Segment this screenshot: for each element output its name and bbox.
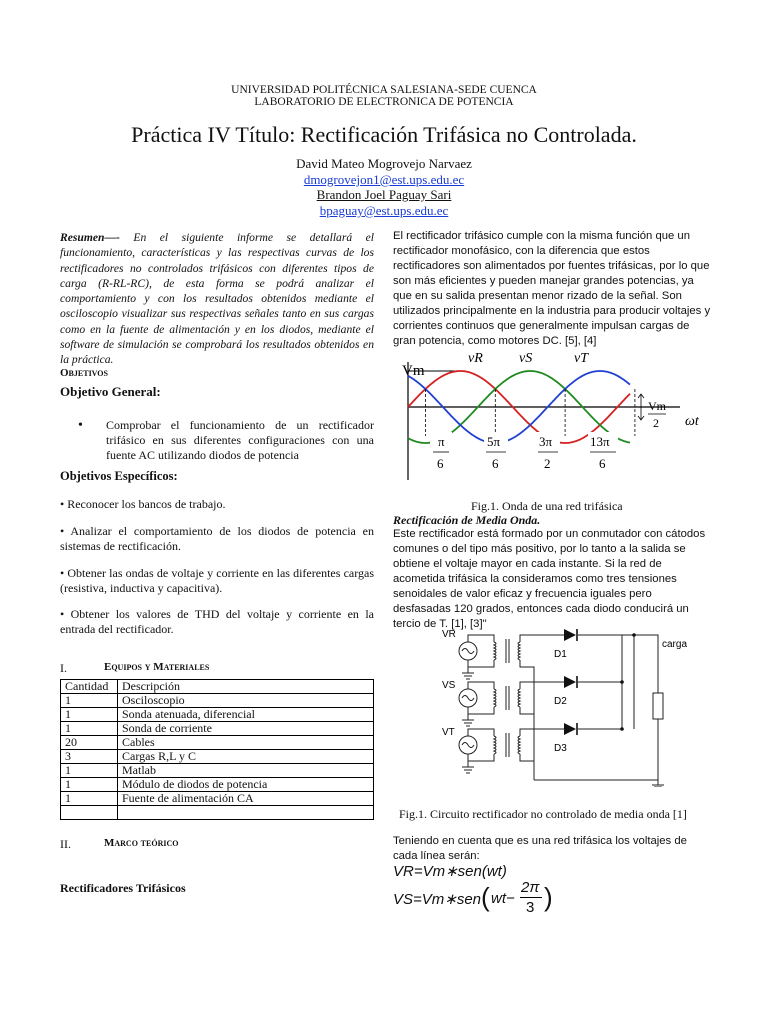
transformer-primary-icon [494, 736, 496, 754]
table-row [61, 722, 374, 736]
equation-vs-arg: wt− [491, 890, 515, 907]
materials-table [60, 679, 374, 820]
table-cell: 1 [61, 694, 118, 708]
load-label: carga [662, 639, 688, 650]
table-row [61, 792, 374, 806]
abstract-text: En el siguiente informe se detallará el funcionamiento, características y las respectivas curvas de los rectificadores no controlados trifásicos con diferentes tipos de carga (R-RL-RC), de esta forma se podrá analizar el comportamiento y con los resultados obtenidos mediante el osciloscopio visualizar sus respectivas señales tanto en sus cargas como en la fuente de alimentación y en los diodos, mediante el software de simulación se comprobará los resultados obtenidos en la práctica. [60, 231, 374, 367]
table-cell: Osciloscopio [118, 694, 374, 708]
lab-name: LABORATORIO DE ELECTRONICA DE POTENCIA [254, 96, 514, 108]
abstract-label: Resumen—- [60, 231, 120, 244]
transformer-secondary-icon [518, 736, 520, 754]
tick-labels [430, 432, 618, 476]
transformer-primary-icon [494, 642, 496, 660]
section-title: Marco teórico [104, 837, 179, 849]
specific-objective: • Analizar el comportamiento de los diodos de potencia en sistemas de rectificación. [60, 524, 374, 553]
page-title: Práctica IV Título: Rectificación Trifásica no Controlada. [131, 122, 637, 147]
d3-label: D3 [554, 743, 567, 754]
half-wave-paragraph: Este rectificador está formado por un conmutador con cátodos comunes o del tipo más positivo, por lo tanto a la salida se obtiene el voltaje mayor en cada instante. Si la red de acometida trifásica la consideramos como tres tensiones senoidales de valor eficaz y frecuencia iguales pero desfasadas 120 grados, entonces cada diodo conducirá un tercio de T. [1], [3]" [393, 528, 706, 630]
table-cell: Cargas R,L y C [118, 750, 374, 764]
table-cell: Módulo de diodos de potencia [118, 778, 374, 792]
table-cell: Fuente de alimentación CA [118, 792, 374, 806]
diode-d2-icon [564, 676, 576, 688]
transformer-secondary-icon [518, 689, 520, 707]
bullet-icon: • [78, 418, 83, 433]
tick-label-num: 13π [590, 434, 610, 449]
table-cell: 1 [61, 792, 118, 806]
wt-label: ωt [685, 414, 699, 429]
table-cell: Cables [118, 736, 374, 750]
specific-objective: • Obtener los valores de THD del voltaje y corriente en la entrada del rectificador. [60, 607, 374, 636]
general-objective-heading: Objetivo General: [60, 384, 161, 399]
section-number: II. [60, 837, 71, 851]
table-row [61, 764, 374, 778]
equation-vs-den: 3 [526, 899, 535, 916]
table-cell: 1 [61, 708, 118, 722]
table-row [61, 750, 374, 764]
author-email[interactable]: bpaguay@est.ups.edu.ec [319, 203, 449, 218]
diode-d3-icon [564, 723, 576, 735]
vt-label: vT [574, 351, 588, 366]
equation-intro: Teniendo en cuenta que es una red trifásica los voltajes de cada línea serán: [393, 835, 687, 862]
table-row [61, 694, 374, 708]
general-objective-text: Comprobar el funcionamiento de un rectificador trifásico en sus diferentes configuraciones con una fuente AC utilizando diodos de potencia [106, 418, 374, 462]
author-name: Brandon Joel Paguay Sari [316, 187, 452, 202]
tick-label-num: 3π [539, 434, 553, 449]
vr-source-label: VR [442, 629, 456, 640]
table-cell: 1 [61, 778, 118, 792]
section-heading: Objetivos [60, 367, 108, 379]
vm-label: Vm [402, 363, 425, 379]
table-cell: 20 [61, 736, 118, 750]
author-email[interactable]: dmogrovejon1@est.ups.edu.ec [303, 172, 465, 187]
table-cell: 3 [61, 750, 118, 764]
table-row [61, 736, 374, 750]
tick-label-den: 6 [437, 456, 444, 471]
table-header-cell: Cantidad [61, 680, 118, 694]
three-phase-waveform [398, 348, 710, 486]
half-wave-rectifier-circuit [436, 627, 688, 787]
table-cell: Matlab [118, 764, 374, 778]
table-header-row [61, 680, 374, 694]
table-cell: Sonda atenuada, diferencial [118, 708, 374, 722]
equation-vr: VR=Vm∗sen(wt) [393, 863, 507, 880]
vs-label: vS [519, 351, 533, 366]
section-number: I. [60, 661, 67, 675]
table-row [61, 806, 374, 820]
subsection-title: Rectificación de Media Onda. [393, 513, 541, 527]
load-resistor-icon [653, 693, 663, 719]
transformer-secondary-icon [518, 642, 520, 660]
table-cell: 1 [61, 764, 118, 778]
table-cell: 1 [61, 722, 118, 736]
tick-label-den: 6 [492, 456, 499, 471]
tick-label-num: π [438, 434, 445, 449]
intro-paragraph: El rectificador trifásico cumple con la misma función que un rectificador monofásico, con la diferencia que estos rectificadores son alimentados por fuentes trifásicas, por lo que son más eficientes y pueden manejar grandes potencias, ya que en su salida presentan menor rizado de la señal. Son utilizados principalmente en la industria para producir voltajes y corrientes continuos que generalmente impulsan cargas de gran potencia, como motores DC. [5], [4] [393, 230, 711, 347]
d2-label: D2 [554, 696, 567, 707]
vt-source-label: VT [442, 727, 455, 738]
tick-label-den: 6 [599, 456, 606, 471]
transformer-primary-icon [494, 689, 496, 707]
equation-vs-num: 2π [521, 879, 540, 896]
university-name: UNIVERSIDAD POLITÉCNICA SALESIANA-SEDE CUENCA [231, 84, 537, 96]
vr-label: vR [468, 351, 483, 366]
tick-label-num: 5π [487, 434, 501, 449]
figure-caption: Fig.1. Circuito rectificador no controlado de media onda [1] [399, 807, 687, 821]
vs-source-label: VS [442, 680, 456, 691]
table-header-cell: Descripción [118, 680, 374, 694]
vm-half-den: 2 [653, 416, 659, 430]
vm-half-num: Vm [648, 399, 666, 413]
author-name: David Mateo Mogrovejo Narvaez [296, 156, 472, 171]
tick-label-den: 2 [544, 456, 551, 471]
specific-objective: • Obtener las ondas de voltaje y corriente en las diferentes cargas (resistiva, inductiva y capacitiva). [60, 566, 374, 595]
table-cell: Sonda de corriente [118, 722, 374, 736]
specific-objectives-heading: Objetivos Específicos: [60, 469, 178, 483]
specific-objective: • Reconocer los bancos de trabajo. [60, 497, 226, 511]
d1-label: D1 [554, 649, 567, 660]
equation-vs-left: VS=Vm∗sen [393, 891, 482, 908]
subsection-title: Rectificadores Trifásicos [60, 881, 186, 895]
figure-caption: Fig.1. Onda de una red trifásica [471, 499, 623, 513]
table-row [61, 778, 374, 792]
diode-d1-icon [564, 629, 576, 641]
abstract [60, 230, 374, 368]
table-row [61, 708, 374, 722]
section-title: Equipos y Materiales [104, 661, 210, 673]
